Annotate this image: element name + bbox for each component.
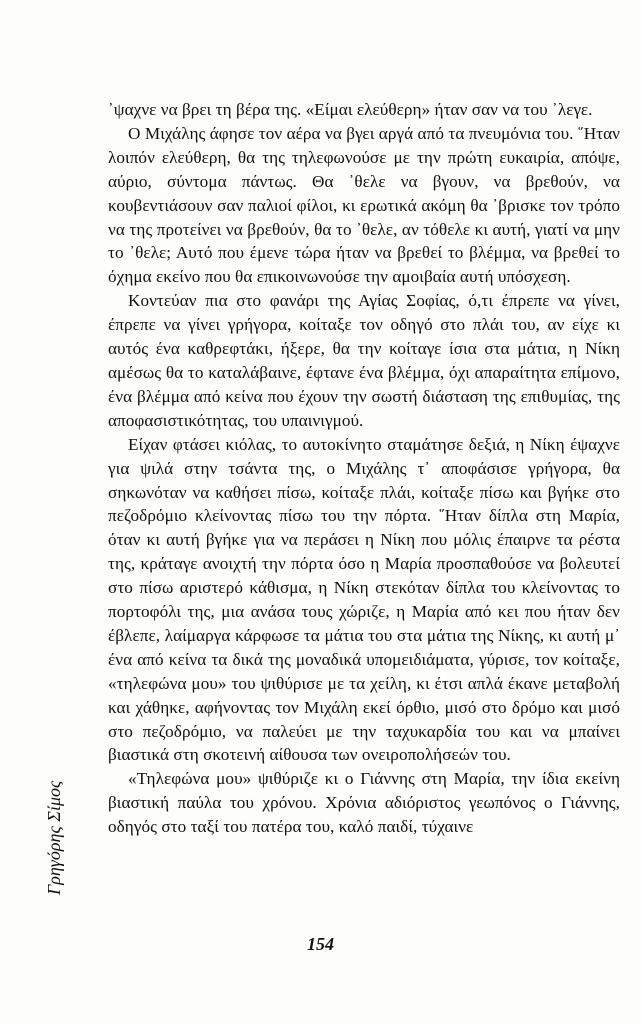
- body-text: [108, 98, 620, 839]
- author-name-vertical: Γρηγόρης Σίμος: [44, 780, 64, 895]
- paragraph-2: Ο Μιχάλης άφησε τον αέρα να βγει αργά από τα πνευμόνια του. ῞Ηταν λοιπόν ελεύθερη, θα της τηλεφωνούσε με την πρώτη ευκαιρία, απόψε, αύριο, σύντομα πάντως. Θα ᾿θελε να βγουν, να βρεθούν, να κουβεντιάσουν σαν παλιοί φίλοι, κι ερωτικά ακόμη θα ᾿βρισκε τον τρόπο να της προτείνει να βρεθούν, θα το ᾿θελε, αν τόθελε κι αυτή, γιατί να μην το ᾿θελε; Αυτό που έμενε τώρα ήταν να βρεθεί το βλέμμα, να βρεθεί το όχημα εκείνο που θα επικοινωνούσε την αμοιβαία αυτή υπόσχεση.: [108, 123, 620, 287]
- paragraph-5: «Τηλεφώνα μου» ψιθύριζε κι ο Γιάννης στη Μαρία, την ίδια εκείνη βιαστική παύλα του χρόνου. Χρόνια αδιόριστος γεωπόνος ο Γιάννης, οδηγός στο ταξί του πατέρα του, καλό παιδί, τύχαινε: [108, 769, 620, 837]
- paragraph-3: Κοντεύαν πια στο φανάρι της Αγίας Σοφίας, ό,τι έπρεπε να γίνει, έπρεπε να γίνει γρήγορα, κοίταξε τον οδηγό στο πλάι του, αν είχε κι αυτός ένα καθρεφτάκι, ήξερε, θα την κοίταγε ίσια στα μάτια, η Νίκη αμέσως θα το καταλάβαινε, έφτανε ένα βλέμμα, όχι απαραίτητα επίμονο, ένα βλέμμα από κείνα που έχουν την σωστή διάσταση της επιθυμίας, της αποφασιστικότητας, του υπαινιγμού.: [108, 291, 620, 430]
- paragraph-4: Είχαν φτάσει κιόλας, το αυτοκίνητο σταμάτησε δεξιά, η Νίκη έψαχνε για ψιλά στην τσάντα της, ο Μιχάλης τ᾿ αποφάσισε γρήγορα, θα σηκωνόταν να καθήσει πίσω, κοίταξε πλάι, κοίταξε πίσω και βγήκε στο πεζοδρόμιο κλείνοντας πίσω του την πόρτα. ῞Ηταν δίπλα στη Μαρία, όταν κι αυτή βγήκε για να περάσει η Νίκη που μόλις έπαιρνε τα ρέστα της, κράταγε ανοιχτή την πόρτα όσο η Μαρία προσπαθούσε να βολευτεί στο πίσω αριστερό κάθισμα, η Νίκη στεκόταν δίπλα του κλείνοντας το πορτοφόλι της, μια ανάσα τους χώριζε, η Μαρία από κει που ήταν δεν έβλεπε, λαίμαργα κάρφωσε τα μάτια του στα μάτια της Νίκης, κι αυτή μ᾿ ένα από κείνα τα δικά της μοναδικά υπομειδιάματα, γύρισε, τον κοίταξε, «τηλεφώνα μου» του ψιθύρισε με τα χείλη, κι έτσι απλά έκανε μεταβολή και χάθηκε, αφήνοντας τον Μιχάλη εκεί όρθιο, μισό στο δρόμο και μισό στο πεζοδρόμιο, να παλεύει με την ταχυκαρδία του και να μπαίνει βιαστικά στη σκοτεινή αίθουσα των ονειροπολήσεών του.: [108, 434, 620, 765]
- page-number: 154: [307, 934, 334, 954]
- paragraph-1: ᾿ψαχνε να βρει τη βέρα της. «Είμαι ελεύθερη» ήταν σαν να του ᾿λεγε.: [108, 100, 593, 119]
